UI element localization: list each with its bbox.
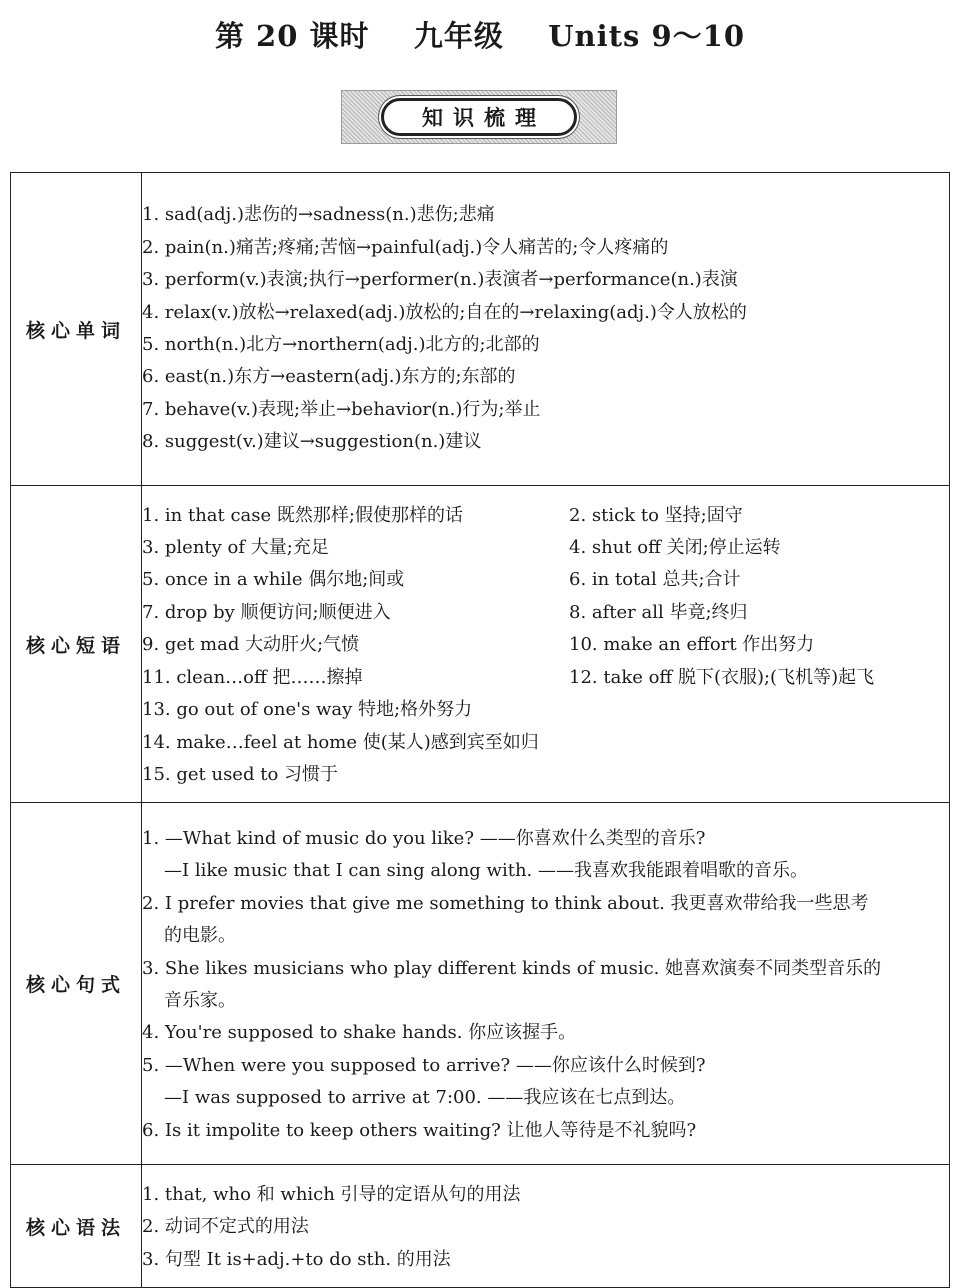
label-core-sentences: 核心句式: [11, 803, 142, 1165]
sentence-line: 1. —What kind of music do you like? ——你喜欢什么类型的音乐?: [142, 827, 706, 849]
phrase-item: 6. in total 总共;合计: [569, 569, 741, 591]
core-sentences-list: [142, 803, 950, 1165]
sentence-line: —I was supposed to arrive at 7:00. ——我应该在七点到达。: [164, 1087, 686, 1109]
section-banner: [341, 90, 617, 144]
sentence-line: 的电影。: [164, 925, 236, 947]
word-line: 5. north(n.)北方→northern(adj.)北方的;北部的: [142, 334, 540, 355]
row-core-phrases: [11, 486, 950, 803]
phrase-item: 13. go out of one's way 特地;格外努力: [142, 699, 473, 721]
knowledge-table: [10, 172, 950, 1288]
phrase-item: 4. shut off 关闭;停止运转: [569, 537, 781, 559]
phrase-row: [142, 629, 949, 661]
row-core-sentences: [11, 803, 950, 1165]
grammar-line: 1. that, who 和 which 引导的定语从句的用法: [142, 1183, 521, 1205]
grammar-line: 2. 动词不定式的用法: [142, 1216, 309, 1238]
word-line: 2. pain(n.)痛苦;疼痛;苦恼→painful(adj.)令人痛苦的;令人疼痛的: [142, 236, 669, 258]
phrase-item: 10. make an effort 作出努力: [569, 634, 815, 656]
phrase-item: 12. take off 脱下(衣服);(飞机等)起飞: [569, 666, 875, 688]
grammar-line: 3. 句型 It is+adj.+to do sth. 的用法: [142, 1248, 451, 1270]
sentence-line: 5. —When were you supposed to arrive? ——你应该什么时候到?: [142, 1054, 706, 1076]
phrase-item: 14. make…feel at home 使(某人)感到宾至如归: [142, 731, 539, 753]
phrase-row: [142, 532, 949, 564]
core-grammar-list: [142, 1165, 950, 1288]
phrase-item: 2. stick to 坚持;固守: [569, 504, 743, 526]
phrase-item: 9. get mad 大动肝火;气愤: [142, 634, 360, 656]
banner-label: 知识梳理: [381, 98, 577, 136]
word-line: 1. sad(adj.)悲伤的→sadness(n.)悲伤;悲痛: [142, 204, 495, 226]
phrase-item: 15. get used to 习惯于: [142, 763, 338, 785]
word-line: 7. behave(v.)表现;举止→behavior(n.)行为;举止: [142, 398, 541, 420]
phrase-item: 5. once in a while 偶尔地;间或: [142, 569, 405, 591]
row-core-grammar: [11, 1165, 950, 1288]
sentence-line: 音乐家。: [164, 990, 236, 1011]
sentence-line: 2. I prefer movies that give me something to think about. 我更喜欢带给我一些思考: [142, 892, 869, 914]
label-core-grammar: 核心语法: [11, 1165, 142, 1288]
phrase-item: 11. clean…off 把……擦掉: [142, 666, 363, 688]
sentence-line: 4. You're supposed to shake hands. 你应该握手。: [142, 1022, 577, 1044]
phrase-row: [142, 564, 949, 596]
core-words-list: [142, 173, 950, 486]
page-title: 第 20 课时 九年级 Units 9～10: [214, 19, 746, 53]
sentence-line: 3. She likes musicians who play different kinds of music. 她喜欢演奏不同类型音乐的: [142, 957, 882, 979]
phrase-item: 1. in that case 既然那样;假使那样的话: [142, 504, 463, 526]
label-core-words: 核心单词: [11, 173, 142, 486]
row-core-words: [11, 173, 950, 486]
word-line: 6. east(n.)东方→eastern(adj.)东方的;东部的: [142, 366, 516, 388]
phrase-row: [142, 597, 949, 629]
phrase-item: 7. drop by 顺便访问;顺便进入: [142, 601, 391, 623]
phrase-item: 3. plenty of 大量;充足: [142, 537, 329, 559]
sentence-line: 6. Is it impolite to keep others waiting? 让他人等待是不礼貌吗?: [142, 1119, 697, 1141]
core-phrases-list: [142, 486, 950, 803]
phrase-row: [142, 662, 949, 694]
phrase-item: 8. after all 毕竟;终归: [569, 601, 748, 623]
phrase-row: [142, 500, 949, 532]
word-line: 8. suggest(v.)建议→suggestion(n.)建议: [142, 431, 482, 453]
sentence-line: —I like music that I can sing along with. ——我喜欢我能跟着唱歌的音乐。: [164, 860, 808, 882]
word-line: 4. relax(v.)放松→relaxed(adj.)放松的;自在的→relaxing(adj.)令人放松的: [142, 301, 747, 323]
label-core-phrases: 核心短语: [11, 486, 142, 803]
word-line: 3. perform(v.)表演;执行→performer(n.)表演者→performance(n.)表演: [142, 269, 738, 291]
